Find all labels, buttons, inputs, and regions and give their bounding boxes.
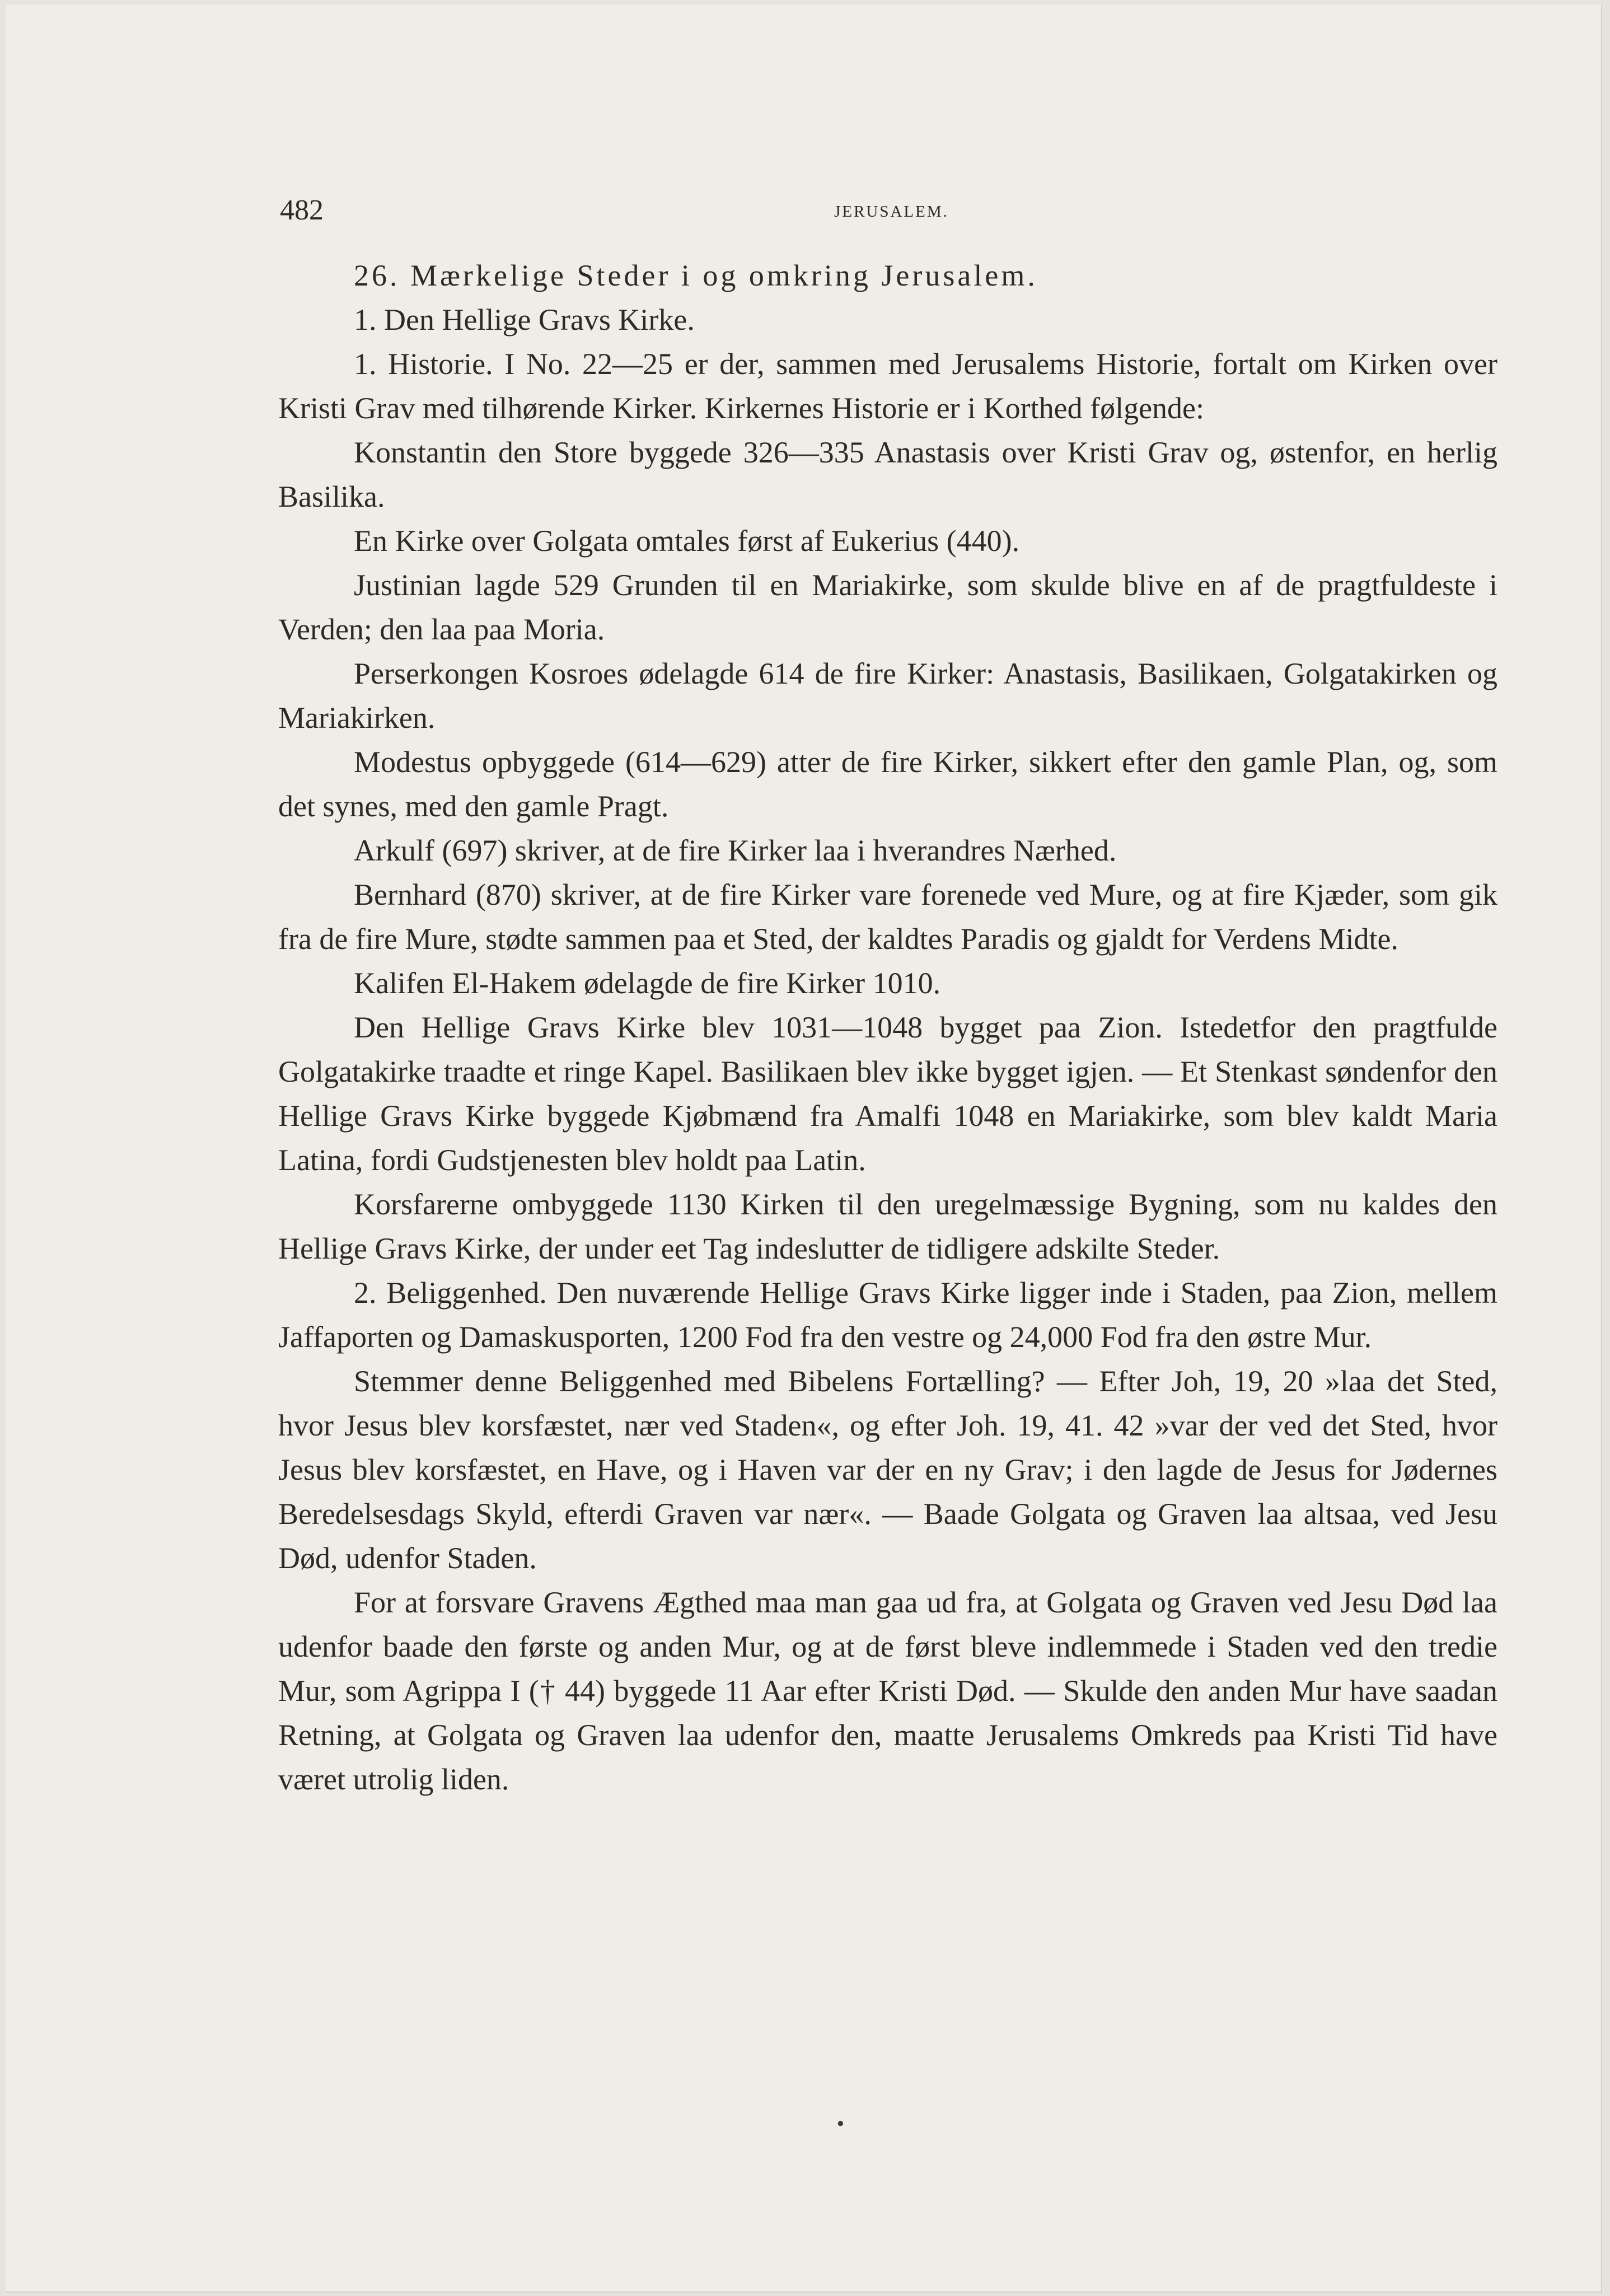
paragraph: 2. Beliggenhed. Den nuværende Hellige Gravs Kirke ligger inde i Staden, paa Zion, mellem Jaffaporten og Damaskusporten, 1200 Fod fra den vestre og 24,000 Fod fra den østre Mur. bbox=[278, 1276, 1497, 1354]
paragraph: Arkulf (697) skriver, at de fire Kirker laa i hverandres Nærhed. bbox=[354, 834, 1117, 867]
page-header bbox=[280, 194, 1503, 233]
paragraph: Stemmer denne Beliggenhed med Bibelens Fortælling? — Efter Joh, 19, 20 »laa det Sted, hvor Jesus blev korsfæstet, nær ved Staden«, og efter Joh. 19, 41. 42 »var der ved det Sted, hvor Jesus blev korsfæstet, en Have, og i Haven var der en ny Grav; i den lagde de Jesus for Jødernes Beredelsesdags Skyld, efterdi Graven var nær«. — Baade Golgata og Graven laa altsaa, ved Jesu Død, udenfor Staden. bbox=[278, 1364, 1497, 1575]
bottom-ink-mark: • bbox=[835, 2113, 846, 2135]
paragraph: Bernhard (870) skriver, at de fire Kirker vare forenede ved Mure, og at fire Kjæder, som gik fra de fire Mure, stødte sammen paa et Sted, der kaldtes Paradis og gjaldt for Verdens Midte. bbox=[278, 878, 1497, 956]
paragraph: En Kirke over Golgata omtales først af Eukerius (440). bbox=[354, 524, 1020, 558]
paragraph: Korsfarerne ombyggede 1130 Kirken til den uregelmæssige Bygning, som nu kaldes den Hellige Gravs Kirke, der under eet Tag indeslutter de tidligere adskilte Steder. bbox=[278, 1187, 1497, 1265]
paragraph: Den Hellige Gravs Kirke blev 1031—1048 bygget paa Zion. Istedetfor den pragtfulde Golgatakirke traadte et ringe Kapel. Basilikaen blev ikke bygget igjen. — Et Stenkast søndenfor den Hellige Gravs Kirke byggede Kjøbmænd fra Amalfi 1048 en Mariakirke, som blev kaldt Maria Latina, fordi Gudstjenesten blev holdt paa Latin. bbox=[278, 1011, 1497, 1177]
paragraph: Modestus opbyggede (614—629) atter de fire Kirker, sikkert efter den gamle Plan, og, som det synes, med den gamle Pragt. bbox=[278, 745, 1497, 823]
paragraph: For at forsvare Gravens Ægthed maa man gaa ud fra, at Golgata og Graven ved Jesu Død laa udenfor baade den første og anden Mur, og at de først bleve indlemmede i Staden ved den tredie Mur, som Agrippa I († 44) byggede 11 Aar efter Kristi Død. — Skulde den anden Mur have saadan Retning, at Golgata og Graven laa udenfor den, maatte Jerusalems Omkreds paa Kristi Tid have været utrolig liden. bbox=[278, 1586, 1497, 1796]
paragraph: Kalifen El-Hakem ødelagde de fire Kirker 1010. bbox=[354, 966, 941, 1000]
body-text bbox=[278, 254, 1497, 1802]
subsection-heading: 1. Den Hellige Gravs Kirke. bbox=[354, 303, 695, 336]
running-head: JERUSALEM. bbox=[834, 203, 949, 221]
paragraph: Konstantin den Store byggede 326—335 Anastasis over Kristi Grav og, østenfor, en herlig Basilika. bbox=[278, 436, 1497, 513]
paragraph: Perserkongen Kosroes ødelagde 614 de fire Kirker: Anastasis, Basilikaen, Golgatakirken og Mariakirken. bbox=[278, 657, 1497, 735]
paragraph: 1. Historie. I No. 22—25 er der, sammen med Jerusalems Historie, fortalt om Kirken over Kristi Grav med tilhørende Kirker. Kirkernes Historie er i Korthed følgende: bbox=[278, 347, 1497, 425]
page-number: 482 bbox=[280, 194, 324, 226]
paragraph: Justinian lagde 529 Grunden til en Mariakirke, som skulde blive en af de pragtfuldeste i Verden; den laa paa Moria. bbox=[278, 568, 1497, 646]
section-heading: 26. Mærkelige Steder i og omkring Jerusalem. bbox=[354, 259, 1038, 292]
